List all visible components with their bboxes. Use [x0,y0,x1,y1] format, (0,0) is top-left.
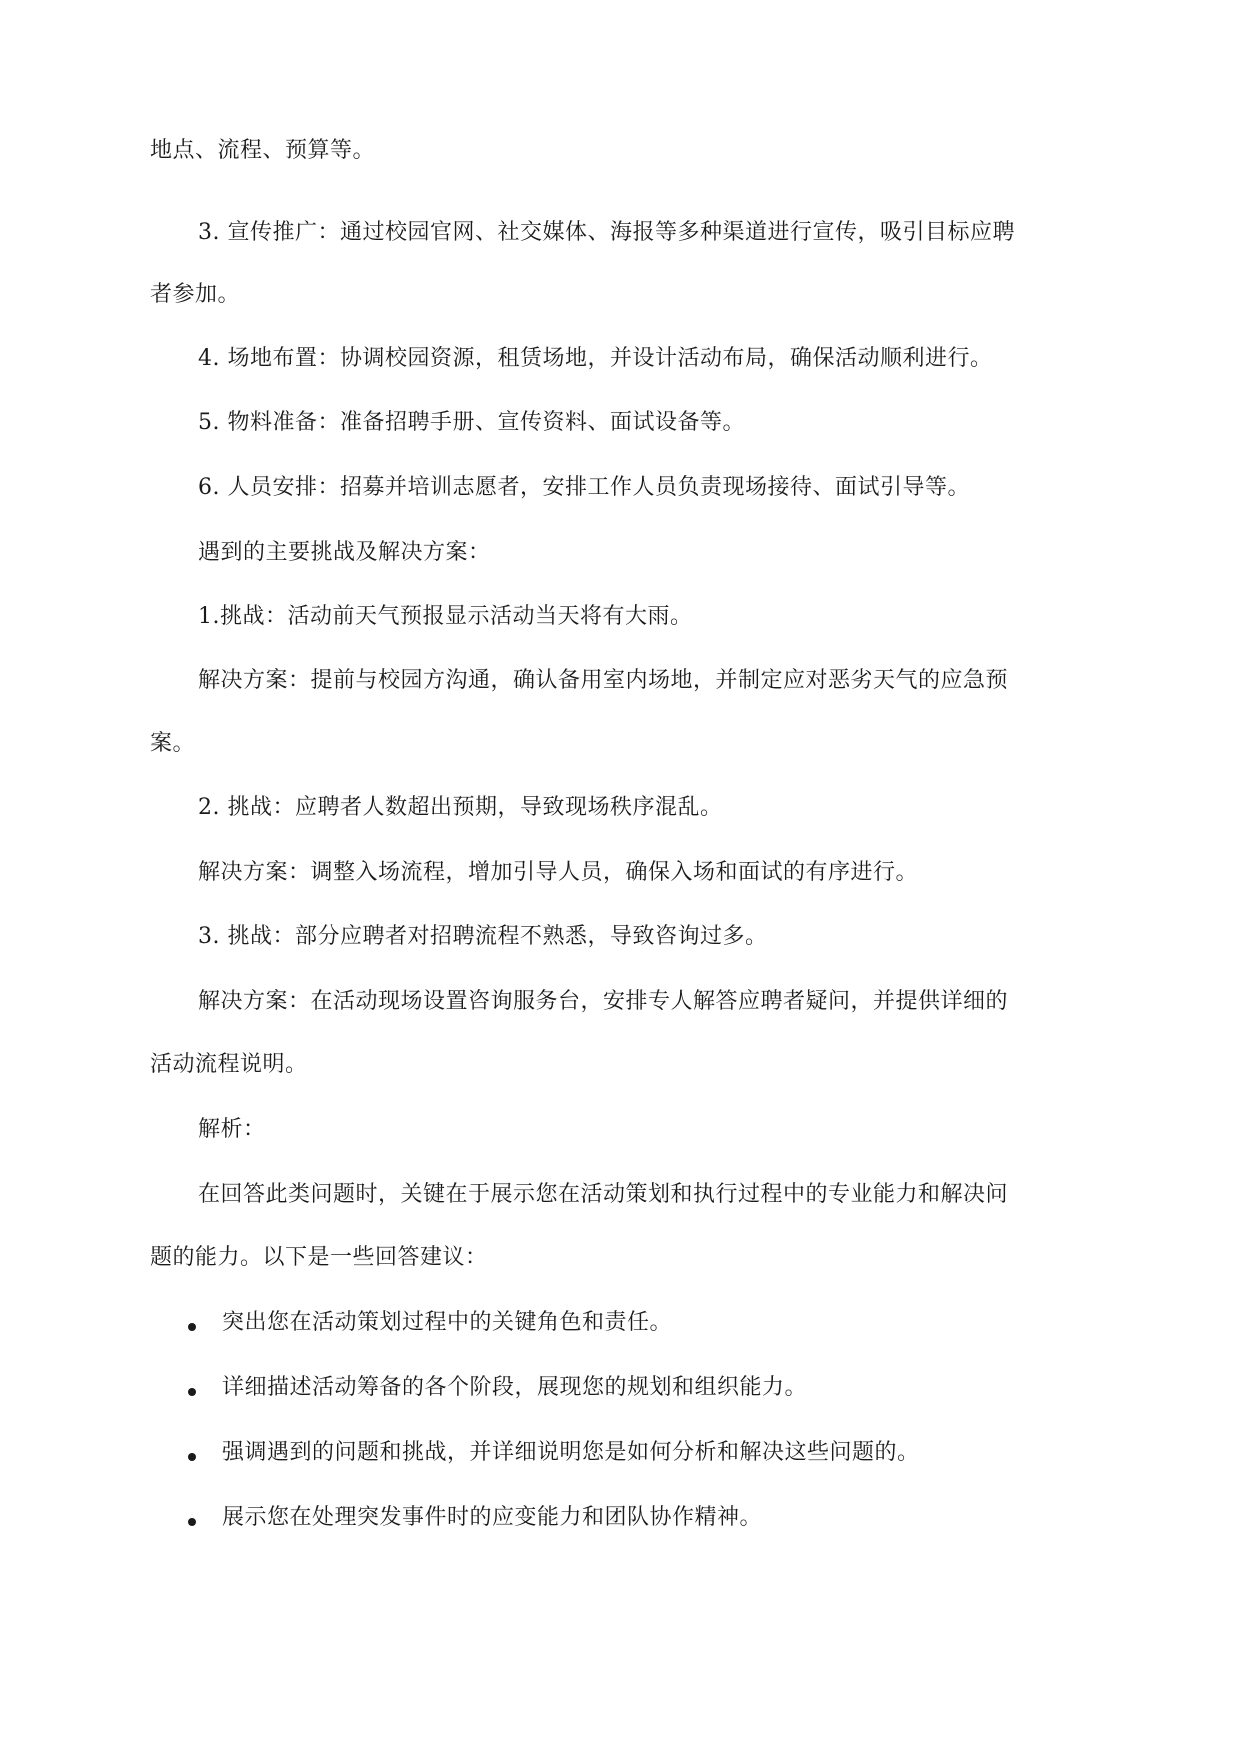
list-item: 强调遇到的问题和挑战，并详细说明您是如何分析和解决这些问题的。 [222,1440,920,1465]
text-line: 案。 [150,731,196,756]
section-heading: 解析： [198,1117,266,1142]
text-line: 活动流程说明。 [150,1052,308,1077]
text-line: 题的能力。以下是一些回答建议： [150,1245,488,1270]
text-line: 5. 物料准备：准备招聘手册、宣传资料、面试设备等。 [198,410,745,435]
text-line: 解决方案：调整入场流程，增加引导人员，确保入场和面试的有序进行。 [198,860,919,885]
text-line: 在回答此类问题时，关键在于展示您在活动策划和执行过程中的专业能力和解决问 [198,1182,1009,1207]
bullet-dot [188,1518,196,1526]
text-line: 3. 宣传推广：通过校园官网、社交媒体、海报等多种渠道进行宣传，吸引目标应聘 [198,220,1015,245]
list-item: 展示您在处理突发事件时的应变能力和团队协作精神。 [222,1505,763,1530]
text-line: 2. 挑战：应聘者人数超出预期，导致现场秩序混乱。 [198,795,723,820]
text-line: 6. 人员安排：招募并培训志愿者，安排工作人员负责现场接待、面试引导等。 [198,475,970,500]
text-line: 1.挑战：活动前天气预报显示活动当天将有大雨。 [198,604,693,629]
bullet-dot [188,1388,196,1396]
text-line: 解决方案：提前与校园方沟通，确认备用室内场地，并制定应对恶劣天气的应急预 [198,668,1009,693]
list-item: 详细描述活动筹备的各个阶段，展现您的规划和组织能力。 [222,1375,808,1400]
bullet-dot [188,1453,196,1461]
text-line: 4. 场地布置：协调校园资源，租赁场地，并设计活动布局，确保活动顺利进行。 [198,346,993,371]
list-item: 突出您在活动策划过程中的关键角色和责任。 [222,1310,673,1335]
text-line: 3. 挑战：部分应聘者对招聘流程不熟悉，导致咨询过多。 [198,924,768,949]
text-line: 地点、流程、预算等。 [150,138,376,163]
text-line: 遇到的主要挑战及解决方案： [198,540,491,565]
text-line: 解决方案：在活动现场设置咨询服务台，安排专人解答应聘者疑问，并提供详细的 [198,989,1009,1014]
bullet-dot [188,1323,196,1331]
text-line: 者参加。 [150,282,241,307]
